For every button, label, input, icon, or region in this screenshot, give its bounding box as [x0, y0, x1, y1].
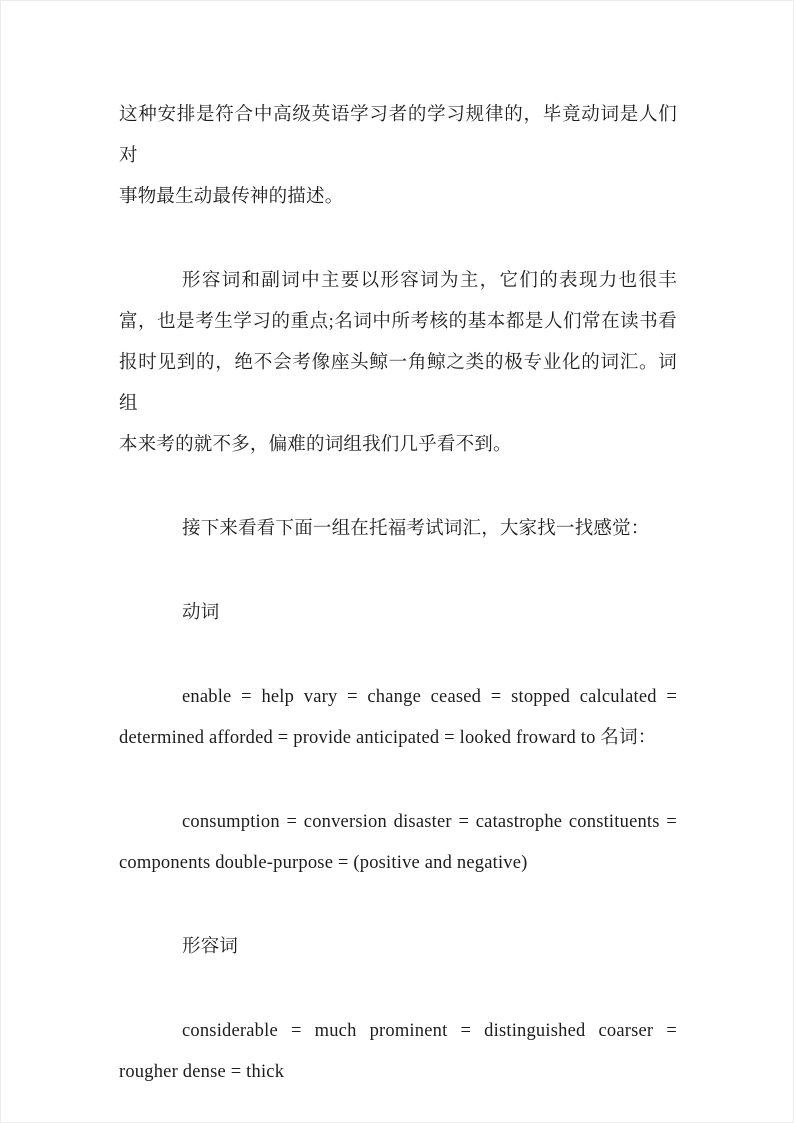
- text-line: 事物最生动最传神的描述。: [119, 187, 344, 207]
- text-line: 这种安排是符合中高级英语学习者的学习规律的，毕竟动词是人们对: [119, 105, 677, 166]
- text-line: considerable = much prominent = distinguished coarser =: [182, 1021, 677, 1041]
- text-line: 富，也是考生学习的重点;名词中所考核的基本都是人们常在读书看: [119, 312, 677, 332]
- text-line: enable = help vary = change ceased = stopped calculated =: [182, 687, 677, 707]
- heading-adjectives: [119, 927, 677, 968]
- text-line: consumption = conversion disaster = catastrophe constituents =: [182, 812, 677, 832]
- para-noun-examples: [119, 802, 677, 884]
- text-line: 形容词和副词中主要以形容词为主，它们的表现力也很丰: [182, 271, 677, 291]
- text-line: 动词: [182, 603, 220, 623]
- text-line: 本来考的就不多，偏难的词组我们几乎看不到。: [119, 435, 512, 455]
- text-line: 报时见到的，绝不会考像座头鲸一角鲸之类的极专业化的词汇。词组: [119, 353, 677, 414]
- text-line: 形容词: [182, 937, 239, 957]
- text-line: determined afforded = provide anticipated = looked froward to 名词：: [119, 728, 657, 748]
- para-adjective-examples: [119, 1011, 677, 1093]
- text-line: components double-purpose = (positive and negative): [119, 853, 528, 873]
- document-content: [119, 95, 677, 1093]
- text-line: rougher dense = thick: [119, 1062, 285, 1082]
- heading-verbs: [119, 593, 677, 634]
- para-adjectives-nouns-phrases: [119, 261, 677, 466]
- para-toefl-intro: [119, 509, 677, 550]
- para-verb-examples: [119, 677, 677, 759]
- text-line: 接下来看看下面一组在托福考试词汇，大家找一找感觉：: [182, 519, 650, 539]
- para-verbs-conclusion: [119, 95, 677, 218]
